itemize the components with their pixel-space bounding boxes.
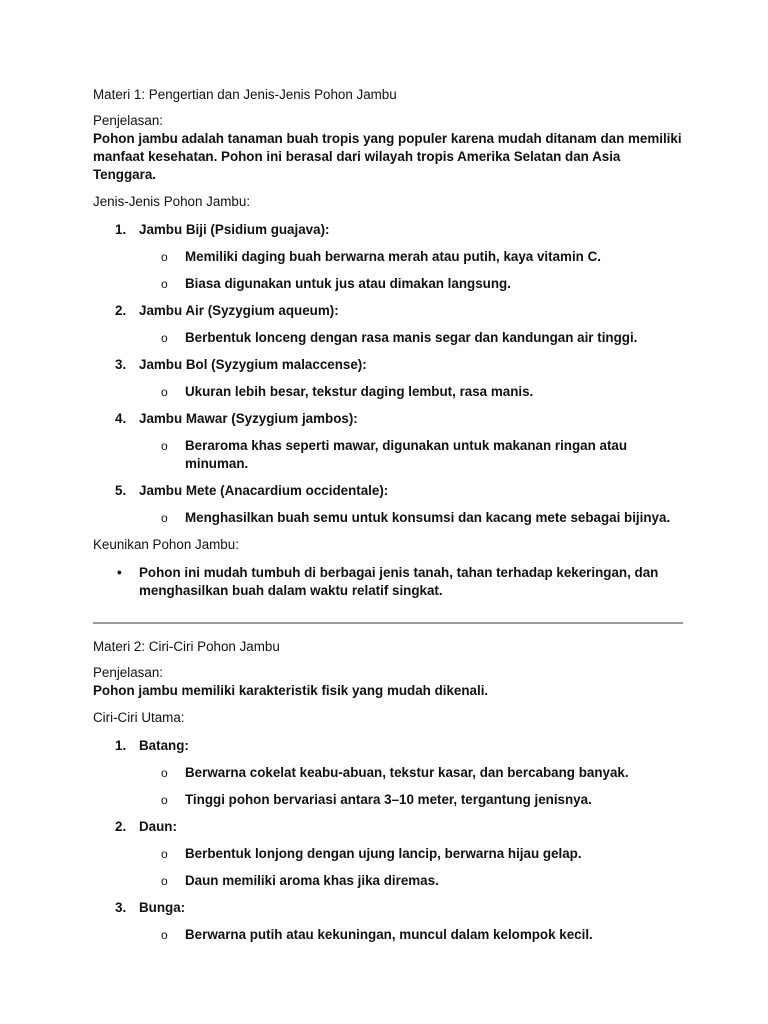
keunikan-heading: Keunikan Pohon Jambu:	[93, 537, 239, 552]
circle-bullet-icon: o	[161, 874, 168, 888]
circle-bullet-icon: o	[161, 928, 168, 942]
keunikan-item	[93, 564, 683, 600]
list-number: 2.	[115, 303, 127, 318]
circle-bullet-icon: o	[161, 511, 168, 525]
jenis-label: Jambu Bol (Syzygium malaccense):	[139, 357, 367, 372]
list-number: 5.	[115, 483, 127, 498]
circle-bullet-icon: o	[161, 439, 168, 453]
materi-2-penjelasan-text: Pohon jambu memiliki karakteristik fisik yang mudah dikenali.	[93, 683, 489, 698]
circle-bullet-icon: o	[161, 385, 168, 399]
sub-item	[139, 437, 683, 473]
ciri-item	[93, 818, 683, 890]
jenis-item	[93, 302, 683, 347]
sub-item	[139, 791, 683, 809]
ciri-item	[93, 899, 683, 944]
jenis-item	[93, 356, 683, 401]
sub-item	[139, 926, 683, 944]
jenis-label: Jambu Biji (Psidium guajava):	[139, 222, 330, 237]
list-number: 3.	[115, 900, 127, 915]
sub-item	[139, 872, 683, 890]
sub-item-text: Tinggi pohon bervariasi antara 3–10 meter, tergantung jenisnya.	[185, 792, 592, 807]
sub-list	[139, 926, 683, 944]
sub-item-text: Berbentuk lonjong dengan ujung lancip, berwarna hijau gelap.	[185, 846, 582, 861]
jenis-label: Jambu Mete (Anacardium occidentale):	[139, 483, 389, 498]
materi-2-penjelasan-label: Penjelasan:	[93, 665, 163, 680]
sub-item	[139, 845, 683, 863]
list-number: 1.	[115, 738, 127, 753]
circle-bullet-icon: o	[161, 793, 168, 807]
sub-list	[139, 248, 683, 293]
materi-1-penjelasan-text: Pohon jambu adalah tanaman buah tropis yang populer karena mudah ditanam dan memiliki manfaat kesehatan. Pohon ini berasal dari wilayah tropis Amerika Selatan dan Asia Tenggara.	[93, 131, 682, 182]
sub-item	[139, 383, 683, 401]
list-number: 4.	[115, 411, 127, 426]
sub-list	[139, 383, 683, 401]
keunikan-item-text: Pohon ini mudah tumbuh di berbagai jenis tanah, tahan terhadap kekeringan, dan menghasilkan buah dalam waktu relatif singkat.	[139, 565, 659, 598]
sub-item-text: Berbentuk lonceng dengan rasa manis segar dan kandungan air tinggi.	[185, 330, 638, 345]
keunikan-list	[93, 564, 683, 600]
circle-bullet-icon: o	[161, 250, 168, 264]
sub-item	[139, 275, 683, 293]
list-number: 3.	[115, 357, 127, 372]
jenis-heading: Jenis-Jenis Pohon Jambu:	[93, 194, 251, 209]
sub-list	[139, 509, 683, 527]
bullet-icon: •	[117, 565, 122, 580]
section-divider	[93, 622, 683, 624]
ciri-heading: Ciri-Ciri Utama:	[93, 710, 185, 725]
circle-bullet-icon: o	[161, 766, 168, 780]
materi-2-section	[93, 638, 683, 944]
sub-item-text: Memiliki daging buah berwarna merah atau putih, kaya vitamin C.	[185, 249, 601, 264]
sub-item-text: Menghasilkan buah semu untuk konsumsi dan kacang mete sebagai bijinya.	[185, 510, 671, 525]
jenis-item	[93, 410, 683, 473]
materi-2-title: Materi 2: Ciri-Ciri Pohon Jambu	[93, 639, 280, 654]
materi-1-section	[93, 86, 683, 600]
ciri-item	[93, 737, 683, 809]
sub-list	[139, 437, 683, 473]
sub-list	[139, 329, 683, 347]
sub-item	[139, 248, 683, 266]
sub-item	[139, 764, 683, 782]
sub-item-text: Daun memiliki aroma khas jika diremas.	[185, 873, 439, 888]
sub-list	[139, 845, 683, 890]
sub-item-text: Biasa digunakan untuk jus atau dimakan langsung.	[185, 276, 511, 291]
list-number: 1.	[115, 222, 127, 237]
ciri-label: Bunga:	[139, 900, 186, 915]
circle-bullet-icon: o	[161, 847, 168, 861]
circle-bullet-icon: o	[161, 277, 168, 291]
materi-1-penjelasan-label: Penjelasan:	[93, 113, 163, 128]
sub-item-text: Berwarna putih atau kekuningan, muncul dalam kelompok kecil.	[185, 927, 593, 942]
sub-item-text: Ukuran lebih besar, tekstur daging lembut, rasa manis.	[185, 384, 534, 399]
ciri-list	[93, 737, 683, 944]
ciri-label: Batang:	[139, 738, 189, 753]
jenis-label: Jambu Air (Syzygium aqueum):	[139, 303, 339, 318]
jenis-item	[93, 482, 683, 527]
jenis-label: Jambu Mawar (Syzygium jambos):	[139, 411, 358, 426]
materi-1-title: Materi 1: Pengertian dan Jenis-Jenis Pohon Jambu	[93, 87, 397, 102]
document-page	[93, 86, 683, 953]
sub-item-text: Beraroma khas seperti mawar, digunakan untuk makanan ringan atau minuman.	[185, 438, 628, 471]
jenis-list	[93, 221, 683, 527]
list-number: 2.	[115, 819, 127, 834]
ciri-label: Daun:	[139, 819, 177, 834]
sub-item-text: Berwarna cokelat keabu-abuan, tekstur kasar, dan bercabang banyak.	[185, 765, 629, 780]
circle-bullet-icon: o	[161, 331, 168, 345]
sub-item	[139, 329, 683, 347]
jenis-item	[93, 221, 683, 293]
sub-item	[139, 509, 683, 527]
sub-list	[139, 764, 683, 809]
